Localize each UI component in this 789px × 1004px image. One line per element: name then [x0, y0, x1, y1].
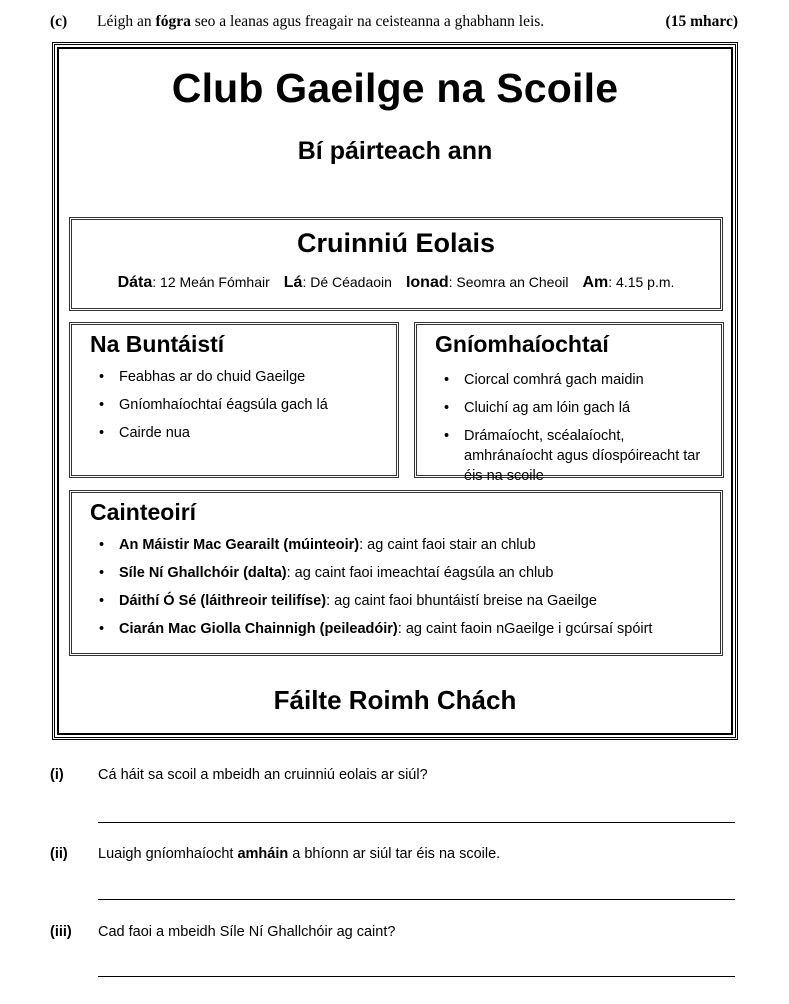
list-item	[72, 621, 720, 649]
day-value: : Dé Céadaoin	[302, 274, 392, 290]
meeting-details	[72, 274, 720, 292]
speakers-box	[69, 490, 723, 656]
list-item	[72, 537, 720, 565]
section-marks: (15 mharc)	[665, 13, 738, 30]
place-value: : Seomra an Cheoil	[448, 274, 569, 290]
speakers-list	[72, 537, 720, 649]
list-item: • Drámaíocht, scéalaíocht, amhránaíocht agus díospóireacht tar éis na scoile	[417, 426, 721, 486]
answer-line-ii[interactable]	[98, 899, 735, 900]
question-number: (iii)	[50, 924, 72, 940]
speaker-name: An Máistir Mac Gearailt (múinteoir)	[119, 537, 360, 553]
question-text: Cad faoi a mbeidh Síle Ní Ghallchóir ag caint?	[98, 924, 396, 940]
poster-subtitle: Bí páirteach ann	[297, 137, 493, 165]
time-value: : 4.15 p.m.	[608, 274, 675, 290]
list-item: • Cairde nua	[72, 425, 396, 453]
activities-heading: Gníomhaíochtaí	[435, 331, 609, 357]
question-text: Luaigh gníomhaíocht amháin a bhíonn ar siúl tar éis na scoile.	[98, 846, 501, 862]
benefits-heading: Na Buntáistí	[90, 331, 225, 357]
list-item: • Feabhas ar do chuid Gaeilge	[72, 369, 396, 397]
benefits-box	[69, 322, 399, 478]
section-instruction: Léigh an fógra seo a leanas agus freagair na ceisteanna a ghabhann leis.	[97, 13, 545, 30]
question-number: (ii)	[50, 846, 68, 862]
list-item: • Cluichí ag am lóin gach lá	[417, 398, 721, 426]
speaker-topic: : ag caint faoi bhuntáistí breise na Gaeilge	[326, 593, 597, 609]
speaker-topic: : ag caint faoi imeachtaí éagsúla an chlub	[286, 565, 554, 581]
welcome-footer: Fáilte Roimh Chách	[273, 685, 517, 715]
question-text: Cá háit sa scoil a mbeidh an cruinniú eolais ar siúl?	[98, 767, 428, 783]
poster-title: Club Gaeilge na Scoile	[171, 65, 619, 111]
speaker-topic: : ag caint faoi stair an chlub	[359, 537, 536, 553]
speaker-name: Síle Ní Ghallchóir (dalta)	[119, 565, 287, 581]
answer-line-i[interactable]	[98, 822, 735, 823]
section-label: (c)	[50, 13, 68, 30]
benefits-list	[72, 369, 396, 453]
list-item	[72, 593, 720, 621]
day-label: Lá	[283, 274, 303, 291]
list-item: • Gníomhaíochtaí éagsúla gach lá	[72, 397, 396, 425]
question-number: (i)	[50, 767, 64, 783]
section-header	[50, 13, 738, 35]
notice-poster	[52, 42, 738, 740]
info-meeting-box	[69, 217, 723, 311]
activities-box	[414, 322, 724, 484]
place-label: Ionad	[405, 274, 449, 291]
speaker-name: Ciarán Mac Giolla Chainnigh (peileadóir)	[119, 621, 398, 637]
activities-list	[417, 370, 721, 486]
time-label: Am	[582, 274, 609, 291]
list-item	[72, 565, 720, 593]
meeting-heading: Cruinniú Eolais	[296, 228, 496, 258]
speakers-heading: Cainteoirí	[90, 499, 197, 525]
speaker-name: Dáithí Ó Sé (láithreoir teilifíse)	[119, 593, 327, 609]
date-label: Dáta	[117, 274, 153, 291]
notice-poster-inner	[57, 47, 733, 735]
list-item: • Ciorcal comhrá gach maidin	[417, 370, 721, 398]
answer-line-iii[interactable]	[98, 976, 735, 977]
date-value: : 12 Meán Fómhair	[152, 274, 270, 290]
speaker-topic: : ag caint faoin nGaeilge i gcúrsaí spóirt	[397, 621, 653, 637]
